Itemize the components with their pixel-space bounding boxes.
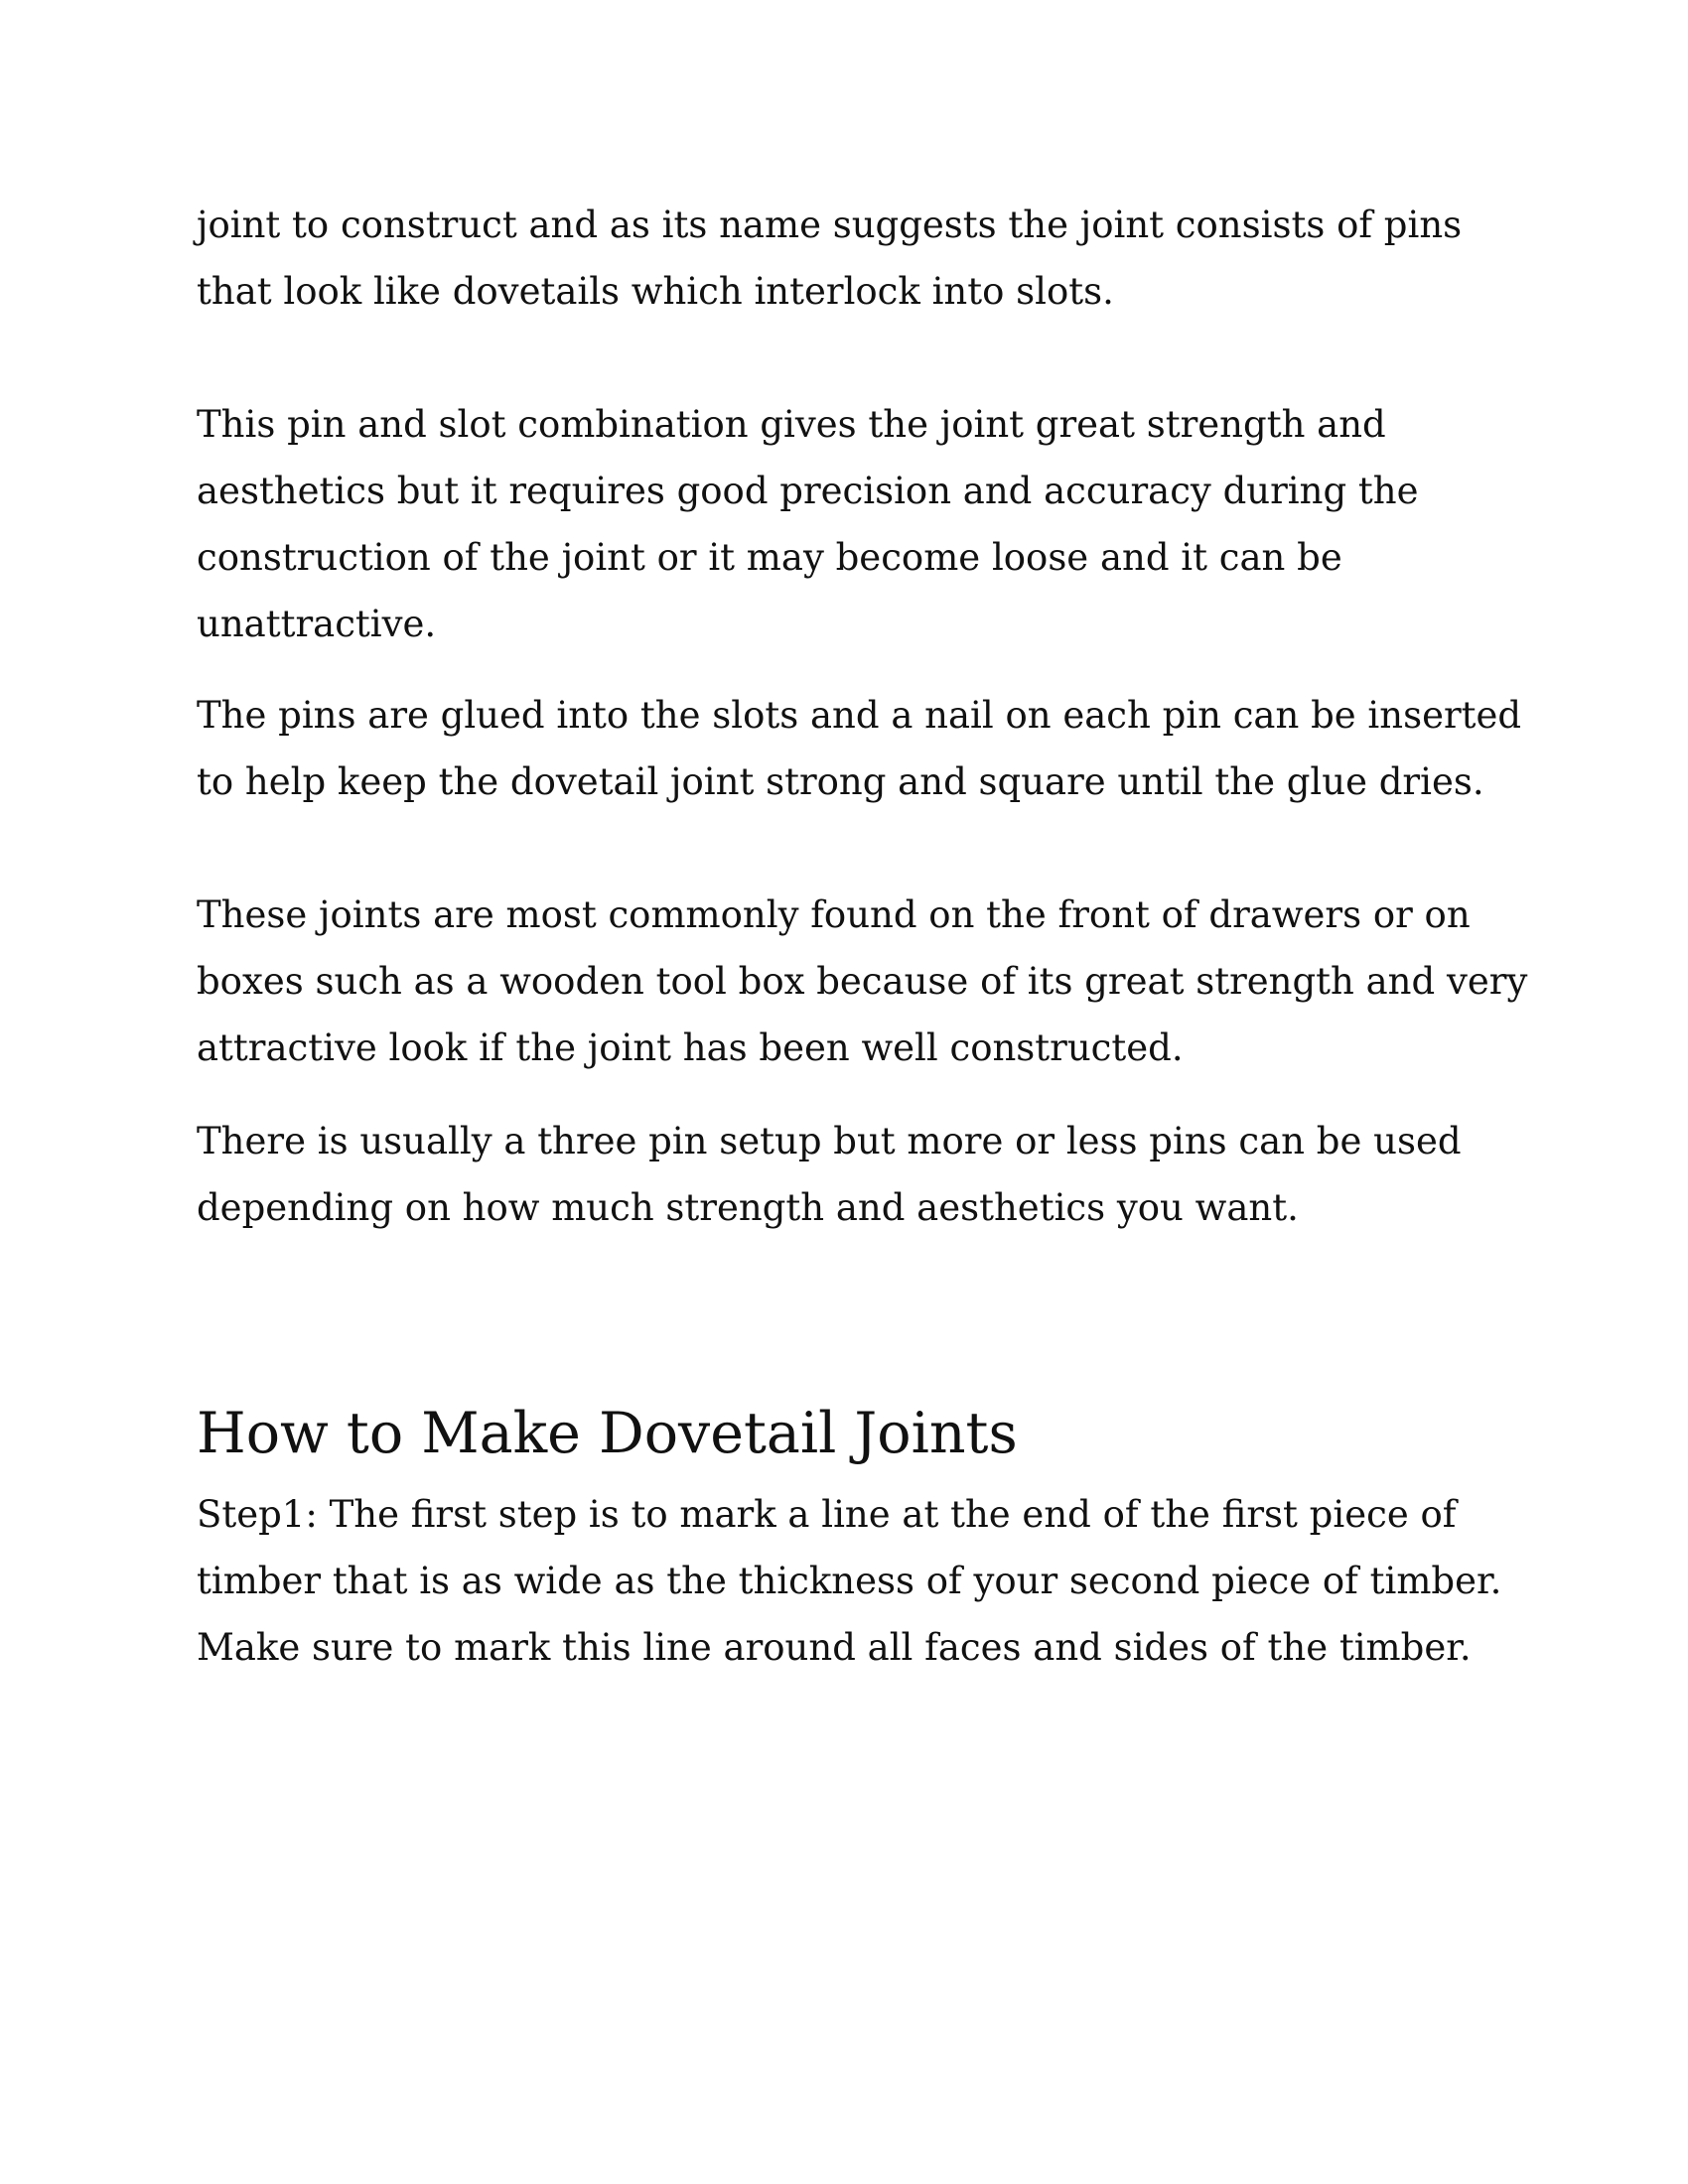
- paragraph-pin-setup: [197, 1108, 1527, 1241]
- paragraph-joint-intro: [197, 192, 1527, 325]
- paragraph-pins-glued: [197, 682, 1527, 815]
- paragraph-common-uses: [197, 882, 1527, 1081]
- paragraph-line: Step1: The first step is to mark a line at the end of the first piece of: [197, 1493, 1457, 1536]
- section-heading: How to Make Dovetail Joints: [197, 1401, 1018, 1466]
- paragraph-line: aesthetics but it requires good precision and accuracy during the: [197, 470, 1419, 512]
- paragraph-line: These joints are most commonly found on the front of drawers or on: [197, 893, 1471, 936]
- paragraph-line: depending on how much strength and aesthetics you want.: [197, 1186, 1299, 1229]
- paragraph-line: Make sure to mark this line around all faces and sides of the timber.: [197, 1626, 1472, 1669]
- paragraph-line: construction of the joint or it may become loose and it can be: [197, 536, 1342, 579]
- paragraph-line: timber that is as wide as the thickness of your second piece of timber.: [197, 1560, 1502, 1602]
- paragraph-line: joint to construct and as its name suggests the joint consists of pins: [197, 204, 1463, 246]
- paragraph-line: to help keep the dovetail joint strong and square until the glue dries.: [197, 760, 1484, 803]
- paragraph-line: unattractive.: [197, 603, 437, 645]
- paragraph-line: This pin and slot combination gives the joint great strength and: [197, 403, 1386, 446]
- paragraph-line: that look like dovetails which interlock into slots.: [197, 270, 1114, 313]
- paragraph-line: The pins are glued into the slots and a nail on each pin can be inserted: [197, 694, 1522, 737]
- paragraph-line: boxes such as a wooden tool box because of its great strength and very: [197, 960, 1528, 1003]
- paragraph-pin-slot-combination: [197, 391, 1527, 657]
- paragraph-line: attractive look if the joint has been well constructed.: [197, 1026, 1184, 1069]
- paragraph-line: There is usually a three pin setup but more or less pins can be used: [197, 1120, 1462, 1162]
- paragraph-step1: [197, 1481, 1527, 1681]
